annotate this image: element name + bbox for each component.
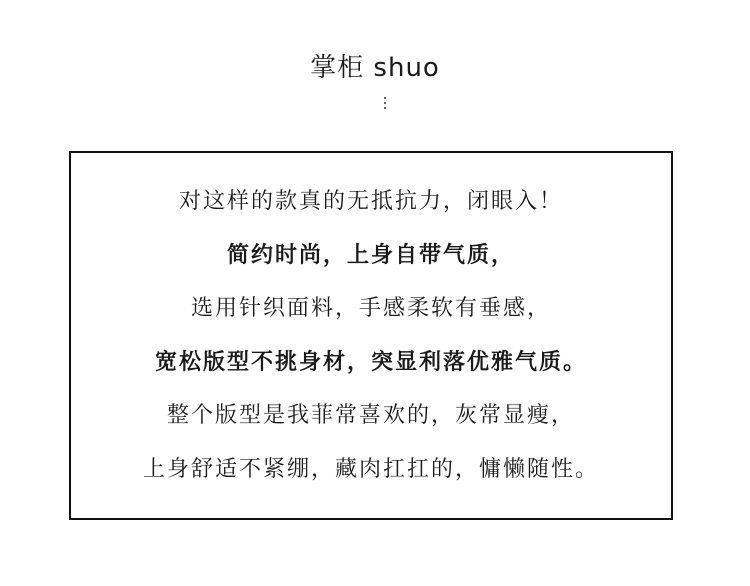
description-line-3: 选用针织面料，手感柔软有垂感， [190, 296, 551, 321]
description-line-5: 整个版型是我菲常喜欢的，灰常显瘦， [166, 403, 575, 428]
description-line-1: 对这样的款真的无抵抗力，闭眼入！ [178, 189, 563, 214]
vertical-ellipsis-divider [384, 97, 387, 115]
description-line-6: 上身舒适不紧绷，藏肉扛扛的，慵懒随性。 [142, 457, 599, 482]
shopkeeper-says-title: 掌柜 shuo [310, 53, 440, 83]
description-line-2: 简约时尚，上身自带气质， [226, 243, 515, 268]
description-line-4: 宽松版型不挑身材，突显利落优雅气质。 [154, 350, 587, 375]
product-description-card [69, 151, 673, 520]
